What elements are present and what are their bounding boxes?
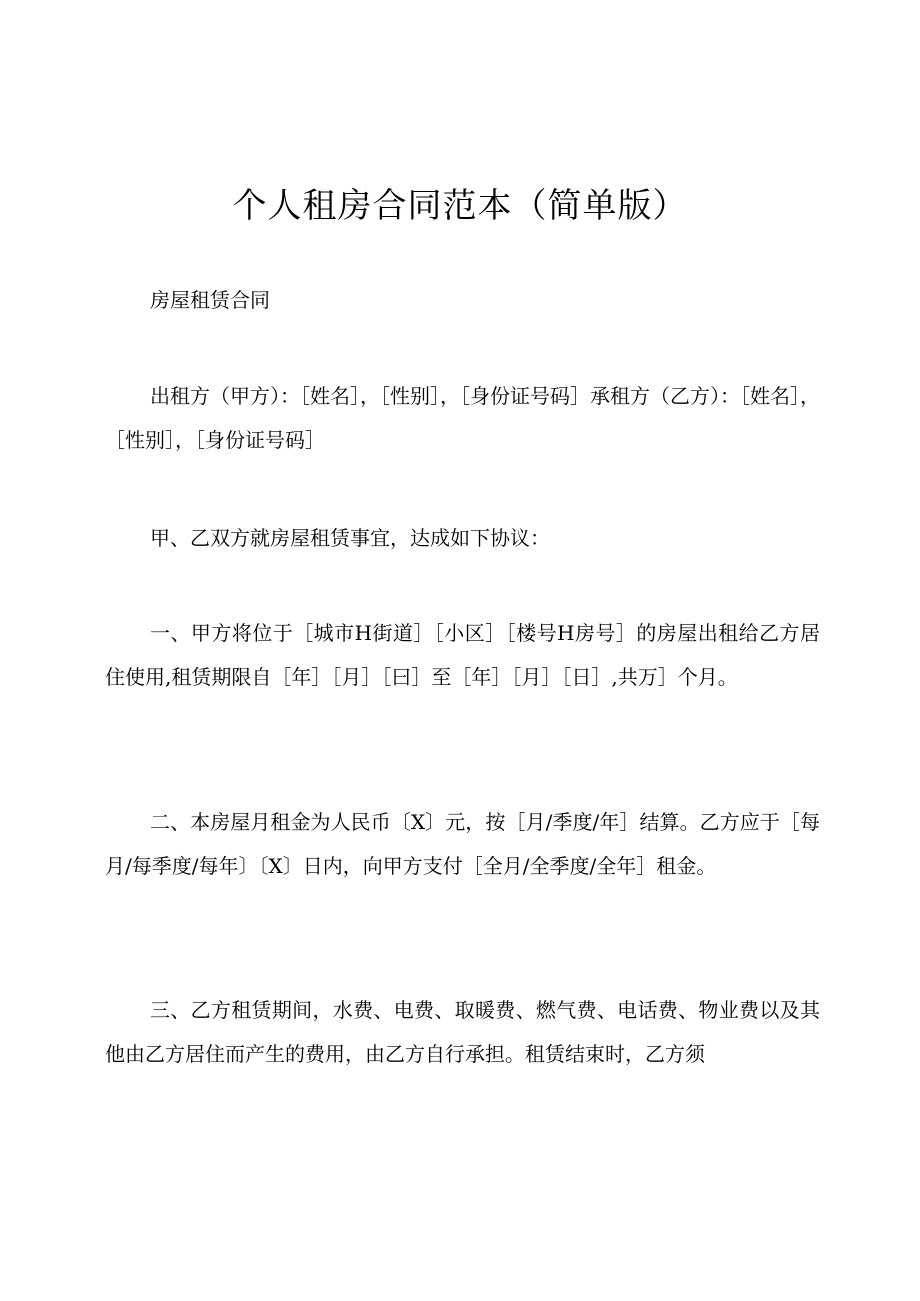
contract-subtitle: 房屋租赁合同 xyxy=(150,288,270,312)
parties-paragraph: 出租方（甲方）：［姓名］，［性别］，［身份证号码］承租方（乙方）：［姓名］，［性别］，［身份证号码］ xyxy=(105,384,820,452)
document-title: 个人租房合同范本（简单版） xyxy=(232,186,688,226)
clause-2-paragraph: 二、本房屋月租金为人民币〔X〕元，按［月/季度/年］结算。乙方应于［每月/每季度/每年〕〔X〕日内，向甲方支付［全月/全季度/全年］租金。 xyxy=(105,810,820,878)
clause-1-paragraph: 一、甲方将位于［城市H街道］［小区］［楼号H房号］的房屋出租给乙方居住使用,租赁期限自［年］［月］［曰］至［年］［月］［日］,共万］个月。 xyxy=(105,621,820,689)
intro-paragraph: 甲、乙双方就房屋租赁事宜，达成如下协议： xyxy=(150,526,550,550)
clause-3-paragraph: 三、乙方租赁期间，水费、电费、取暖费、燃气费、电话费、物业费以及其他由乙方居住而产生的费用，由乙方自行承担。租赁结束时，乙方须 xyxy=(105,998,820,1066)
